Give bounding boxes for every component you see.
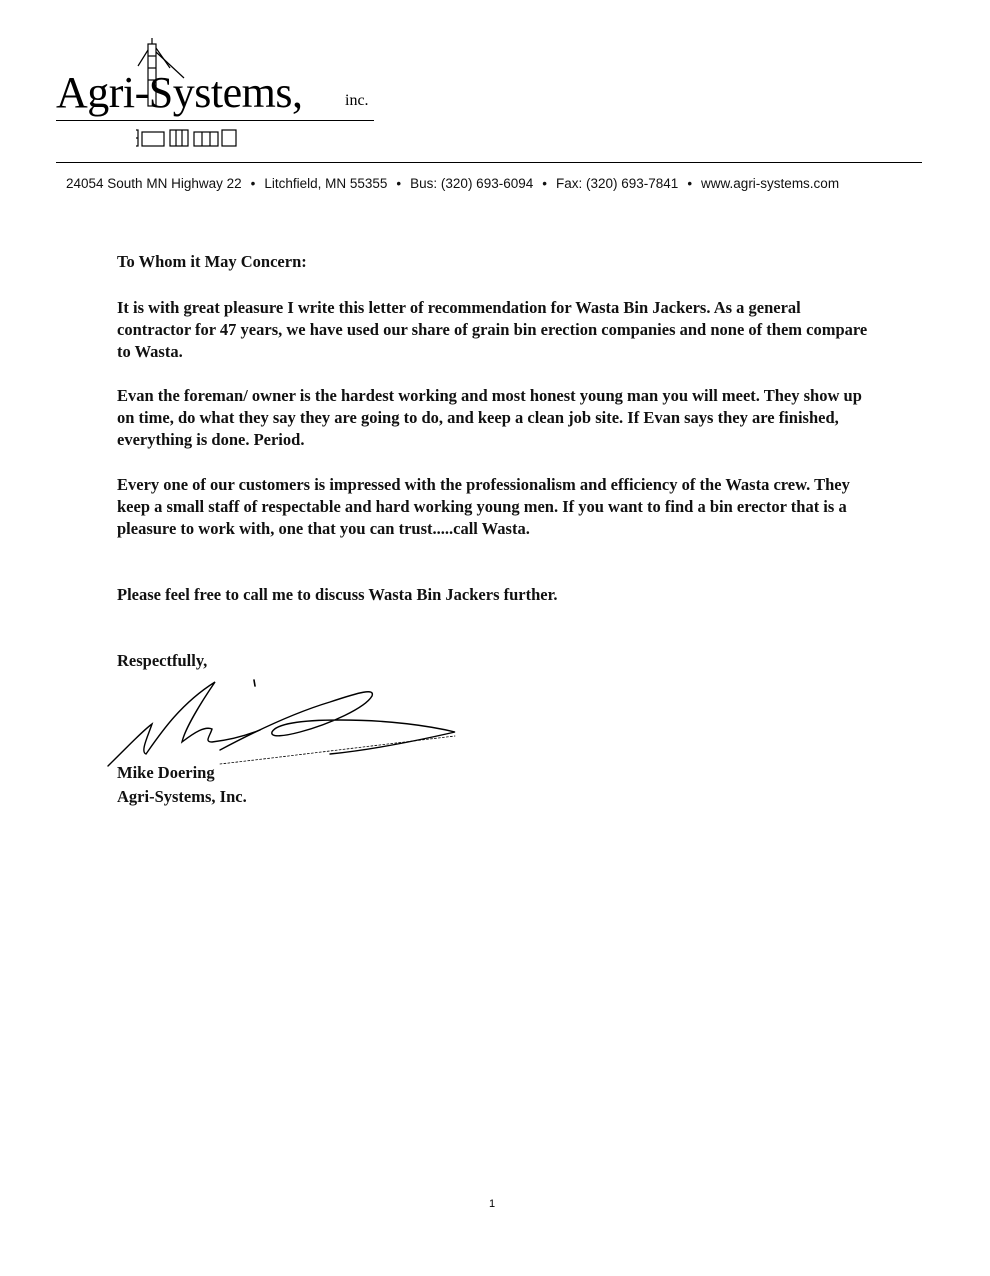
signer-name: Mike Doering: [117, 763, 215, 782]
paragraph: It is with great pleasure I write this letter of recommendation for Wasta Bin Jackers. As a general contractor for 47 years, we have used our share of grain bin erection companies and none of them compare to Wasta.: [117, 298, 868, 361]
contact-website: www.agri-systems.com: [701, 176, 840, 191]
signer-company: Agri-Systems, Inc.: [117, 787, 247, 806]
salutation: To Whom it May Concern:: [117, 252, 307, 271]
logo-underline: [56, 120, 374, 121]
contact-bus-phone: Bus: (320) 693-6094: [410, 176, 534, 191]
closing: Respectfully,: [117, 651, 208, 670]
paragraph: Please feel free to call me to discuss Wasta Bin Jackers further.: [117, 585, 558, 604]
header-divider: [56, 162, 922, 163]
bullet-separator: •: [542, 176, 547, 191]
contact-fax: Fax: (320) 693-7841: [555, 176, 679, 191]
company-name: Agri-Systems,: [56, 68, 303, 117]
bullet-separator: •: [396, 176, 402, 191]
paragraph: Evan the foreman/ owner is the hardest working and most honest young man you will meet. They show up on time, do what they say they are going to do, and keep a clean job site. If Evan says they are finished, everything is done. Period.: [117, 386, 862, 449]
paragraph: Every one of our customers is impressed with the professionalism and efficiency of the Wasta crew. They keep a small staff of respectable and hard working young men. If you want to find a bin erector that is a pleasure to work with, one that you can trust.....call Wasta.: [117, 475, 850, 538]
contact-address: 24054 South MN Highway 22: [66, 176, 242, 191]
company-suffix: inc.: [345, 92, 369, 109]
contact-city: Litchfield, MN 55355: [264, 176, 388, 191]
contact-line: [66, 176, 926, 191]
company-logo: [56, 36, 386, 152]
bullet-separator: •: [250, 176, 256, 191]
bullet-separator: •: [687, 176, 693, 191]
letterhead: [0, 0, 990, 200]
page-number: 1: [489, 1198, 496, 1210]
